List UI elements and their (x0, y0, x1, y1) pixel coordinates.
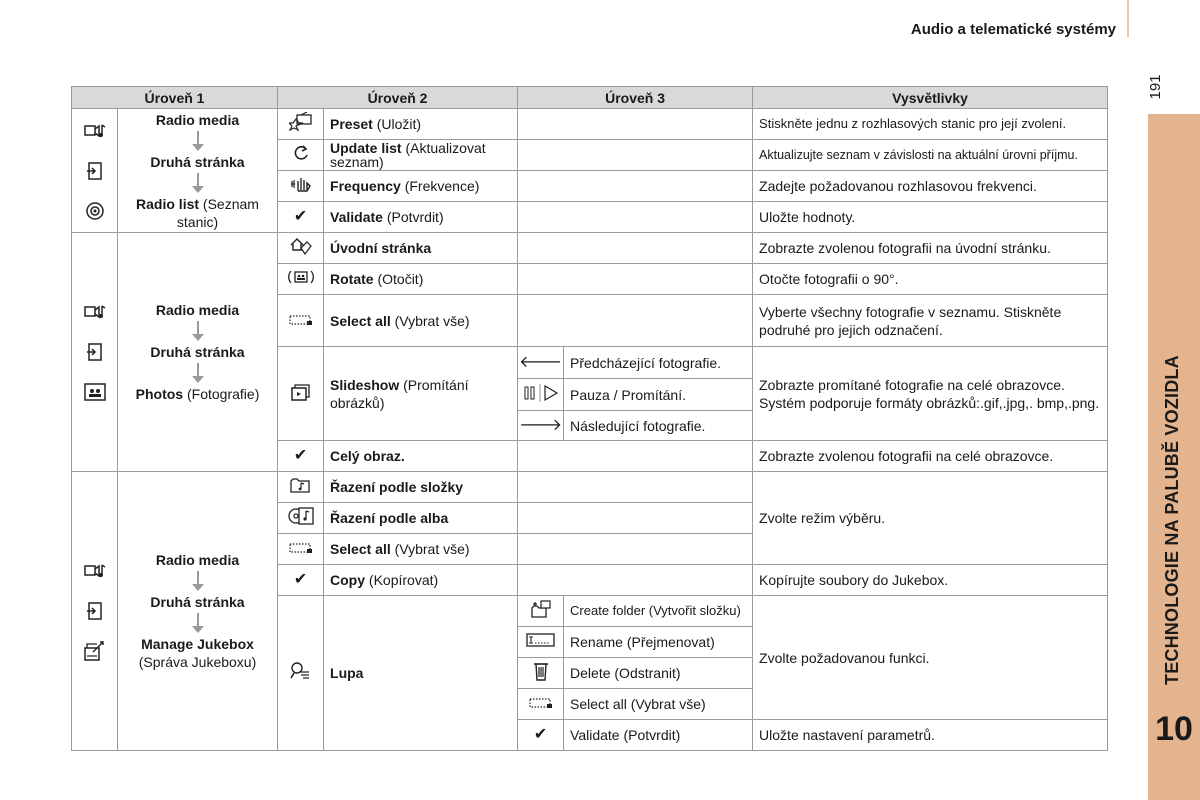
album-sort-icon (278, 503, 324, 534)
level1-second-page: Druhá stránka (150, 153, 245, 170)
chapter-title: TECHNOLOGIE NA PALUBĚ VOZIDLA (1162, 355, 1182, 685)
col-header-level3: Úroveň 3 (518, 87, 753, 109)
level1-icons (72, 233, 118, 472)
sub-option: Validate (Potvrdit) (564, 720, 753, 751)
table-row: Rotate (Otočit) Otočte fotografii o 90°. (72, 264, 1108, 295)
col-header-level1: Úroveň 1 (72, 87, 278, 109)
arrow-down-icon (197, 173, 199, 187)
description: Zobrazte zvolenou fotografii na celé obrazovce. (753, 441, 1108, 472)
trash-icon (518, 658, 564, 689)
chapter-number: 10 (1155, 710, 1193, 748)
level1-radio-list: Radio list (136, 195, 200, 212)
table-row: ✔ Copy (Kopírovat) Kopírujte soubory do Jukebox. (72, 565, 1108, 596)
sub-option: Select all (Vybrat vše) (564, 689, 753, 720)
check-icon: ✔ (518, 720, 564, 751)
next-page-icon (72, 332, 117, 372)
table-row: Update list (Aktualizovat seznam) Aktualizujte seznam v závislosti na aktuální úrovni příjmu. (72, 140, 1108, 171)
home-page-icon (278, 233, 324, 264)
select-all-icon (518, 689, 564, 720)
create-folder-icon (518, 596, 564, 627)
sub-option: Předcházející fotografie. (564, 347, 753, 379)
description: Vyberte všechny fotografie v seznamu. Stiskněte podruhé pro jejich odznačení. (753, 295, 1108, 347)
arrow-down-icon (197, 571, 199, 585)
sub-option: Delete (Odstranit) (564, 658, 753, 689)
refresh-icon (278, 140, 324, 171)
slideshow-icon (278, 347, 324, 441)
next-page-icon (72, 591, 117, 631)
arrow-left-icon: 🡐 (518, 347, 564, 379)
rotate-photo-icon (278, 264, 324, 295)
description: Otočte fotografii o 90°. (753, 264, 1108, 295)
col-header-level2: Úroveň 2 (278, 87, 518, 109)
description: Uložte hodnoty. (753, 202, 1108, 233)
sub-option: Create folder (Vytvořit složku) (564, 596, 753, 627)
level1-path-jukebox: Radio media Druhá stránka Manage Jukebox (Správa Jukeboxu) (118, 472, 278, 751)
table-row: ✔ Celý obraz. Zobrazte zvolenou fotografii na celé obrazovce. (72, 441, 1108, 472)
description: Aktualizujte seznam v závislosti na aktuální úrovni příjmu. (753, 140, 1108, 171)
table-row: Radio media Druhá stránka Photos (Fotografie) Úvodní stránka Zobrazte zvolenou fotografii na úvodní stránku. (72, 233, 1108, 264)
sub-option: Následující fotografie. (564, 411, 753, 441)
description: Stiskněte jednu z rozhlasových stanic pro její zvolení. (753, 109, 1108, 140)
arrow-down-icon (197, 363, 199, 377)
level1-path-photos: Radio media Druhá stránka Photos (Fotografie) (118, 233, 278, 472)
photos-icon (72, 372, 117, 412)
level1-path-radio: Radio media Druhá stránka Radio list (Seznam stanic) (118, 109, 278, 233)
level3-empty (518, 109, 753, 140)
level1-radio-media: Radio media (155, 111, 240, 128)
table-row: Radio media Druhá stránka Radio list (Seznam stanic) Preset (Uložit) Stiskněte jednu z rozhlasových stanic pro její zvolení. (72, 109, 1108, 140)
sub-option: Rename (Přejmenovat) (564, 627, 753, 658)
table-header-row (72, 87, 1108, 109)
description: Zobrazte promítané fotografie na celé obrazovce. Systém podporuje formáty obrázků:.gif,.jpg,. bmp,.png. (753, 347, 1108, 441)
media-icon (72, 111, 117, 151)
select-all-icon (278, 295, 324, 347)
level1-icons (72, 109, 118, 233)
menu-table (71, 86, 1108, 751)
folder-sort-icon (278, 472, 324, 503)
description: Kopírujte soubory do Jukebox. (753, 565, 1108, 596)
magnifier-icon (278, 596, 324, 751)
description: Zadejte požadovanou rozhlasovou frekvenci. (753, 171, 1108, 202)
description: Zvolte požadovanou funkci. (753, 596, 1108, 720)
table-row: Radio media Druhá stránka Manage Jukebox (Správa Jukeboxu) Řazení podle složky Zvolte režim výběru. (72, 472, 1108, 503)
table-row: Select all (Vybrat vše) (72, 534, 1108, 565)
description: Uložte nastavení parametrů. (753, 720, 1108, 751)
page-header-title: Audio a telematické systémy (910, 21, 1116, 38)
select-all-icon (278, 534, 324, 565)
arrow-right-icon: 🡒 (518, 411, 564, 441)
header-rule (1127, 0, 1129, 37)
description: Zobrazte zvolenou fotografii na úvodní stránku. (753, 233, 1108, 264)
arrow-down-icon (197, 613, 199, 627)
table-row: Řazení podle alba (72, 503, 1108, 534)
page-number: 191 (1146, 74, 1164, 100)
preset-icon (278, 109, 324, 140)
table-row: Frequency (Frekvence) Zadejte požadovanou rozhlasovou frekvenci. (72, 171, 1108, 202)
jukebox-icon (72, 631, 117, 671)
next-page-icon (72, 151, 117, 191)
table-row: Slideshow (Promítání obrázků) 🡐 Předcházející fotografie. Zobrazte promítané fotografie na celé obrazovce. Systém podporuje formáty obrázků:.gif,.jpg,. bmp,.png. (72, 347, 1108, 379)
media-icon (72, 292, 117, 332)
level1-icons (72, 472, 118, 751)
table-row: Lupa Create folder (Vytvořit složku) Zvolte požadovanou funkci. (72, 596, 1108, 627)
rename-icon (518, 627, 564, 658)
table-row: Select all (Vybrat vše) Vyberte všechny fotografie v seznamu. Stiskněte podruhé pro jejich odznačení. (72, 295, 1108, 347)
check-icon: ✔ (278, 565, 324, 596)
check-icon: ✔ (278, 202, 324, 233)
arrow-down-icon (197, 321, 199, 335)
media-icon (72, 551, 117, 591)
table-row: ✔ Validate (Potvrdit) Uložte hodnoty. (72, 202, 1108, 233)
arrow-down-icon (197, 131, 199, 145)
pause-play-icon (518, 379, 564, 411)
description: Zvolte režim výběru. (753, 472, 1108, 565)
sub-option: Pauza / Promítání. (564, 379, 753, 411)
check-icon: ✔ (278, 441, 324, 472)
radio-list-icon (72, 191, 117, 231)
col-header-notes: Vysvětlivky (753, 87, 1108, 109)
frequency-hand-icon (278, 171, 324, 202)
